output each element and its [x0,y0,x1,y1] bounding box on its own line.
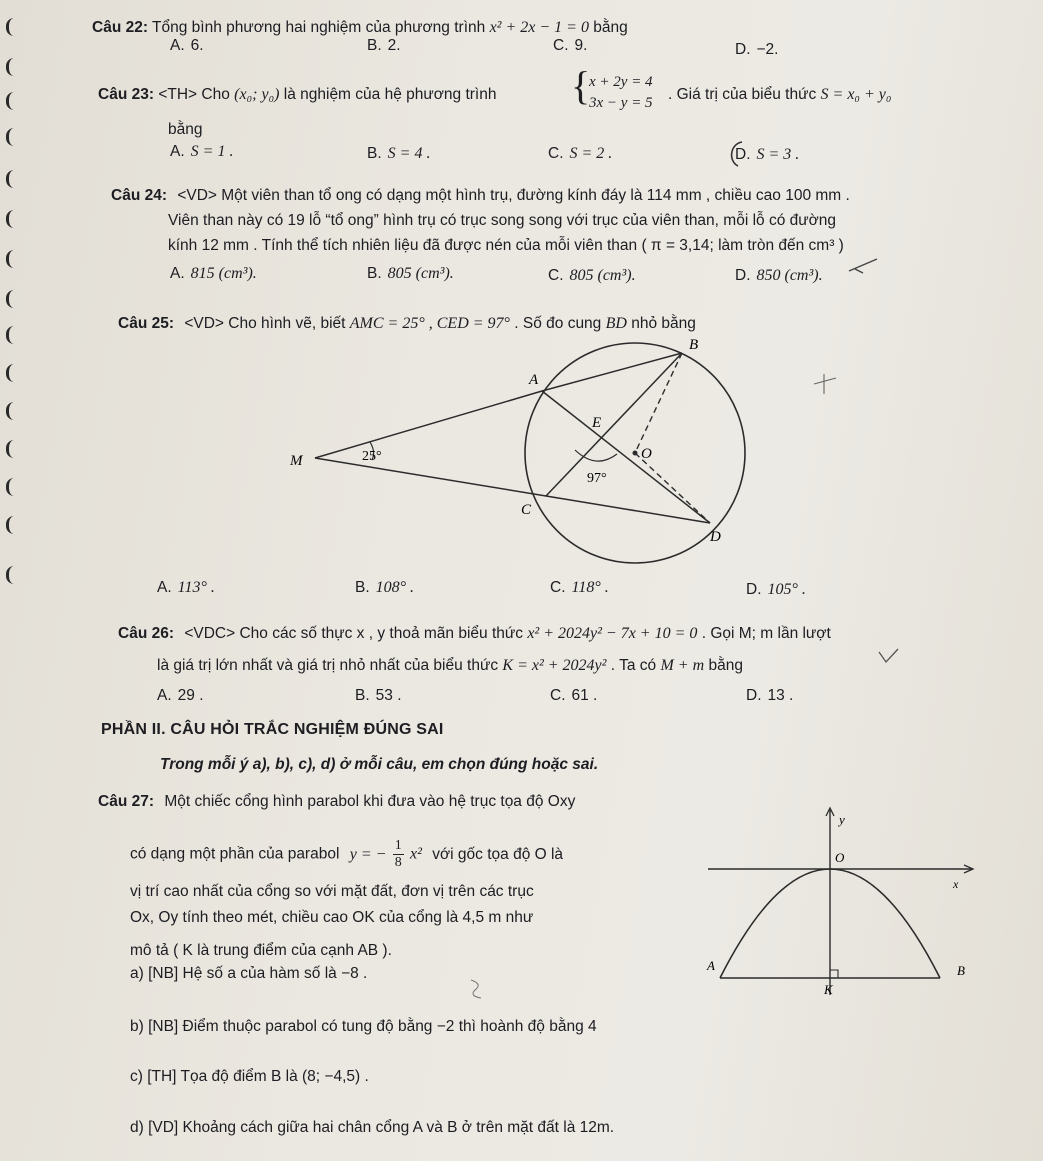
q23-option-d[interactable]: D. S = 3 . [735,146,800,163]
q26-sum: M + m [660,657,705,674]
q26-answer-mark [876,646,902,668]
spiral-binding [0,0,26,1161]
q23-option-a[interactable]: A. S = 1 . [170,143,234,160]
q26-line2-b: . Ta có [610,657,657,674]
q27-line4: Ox, Oy tính theo mét, chiều cao OK của cổng là 4,5 m như [130,909,534,926]
q24-level: <VD> [177,187,217,204]
q25-given: AMC = 25° , CED = 97° [349,315,510,332]
angle-m-value: 25° [362,449,382,464]
q25-option-b[interactable]: B. 108° . [355,579,415,596]
q26-line2-a: là giá trị lớn nhất và giá trị nhỏ nhất của biểu thức [157,657,499,674]
center-o-dot [633,451,638,456]
q27-fraction [393,838,404,871]
q25-text-a: Cho hình vẽ, biết [228,315,346,332]
label-d: D [710,529,721,545]
q24-option-d[interactable]: D. 850 (cm³). [735,267,823,284]
q27-line2-a: có dạng một phần của parabol [130,845,340,863]
q26-option-c[interactable]: C. 61 . [550,687,598,704]
q23-line [98,85,496,105]
q23-text-b: là nghiệm của hệ phương trình [283,86,497,103]
q24-option-b[interactable]: B. 805 (cm³). [367,265,454,282]
q22-text: Tổng bình phương hai nghiệm của phương trình [152,19,486,36]
q25-tail: nhỏ bằng [631,315,696,332]
q26-line1 [118,624,831,644]
q26-level: <VDC> [184,625,236,642]
q24-answer-mark [845,255,881,277]
q27-statement-b[interactable]: b) [NB] Điểm thuộc parabol có tung độ bằng −2 thì hoành độ bằng 4 [130,1018,597,1035]
q23-text-a: Cho [201,86,230,103]
q27-statement-c[interactable]: c) [TH] Tọa độ điểm B là (8; −4,5) . [130,1068,369,1085]
label-k: K [824,982,833,997]
q26-line2 [157,656,743,676]
label-x: x [953,877,959,891]
label-o: O [641,446,652,462]
q27-text-1: Một chiếc cổng hình parabol khi đưa vào hệ trục tọa độ Oxy [164,793,576,810]
q26-condition: x² + 2024y² − 7x + 10 = 0 [527,625,698,642]
q26-tail: bằng [708,657,743,674]
q24-option-c[interactable]: C. 805 (cm³). [548,267,636,284]
q24-option-a[interactable]: A. 815 (cm³). [170,265,257,282]
q25-level: <VD> [184,315,224,332]
q23-level: <TH> [158,86,198,103]
q24-text-1: Một viên than tổ ong có dạng một hình trụ, đường kính đáy là 114 mm , chiều cao 100 mm . [221,187,850,204]
q22-option-a[interactable]: A. 6. [170,37,204,54]
right-angle-k [830,970,838,978]
q25-geometry-figure [270,330,790,570]
label-a: A [529,372,539,388]
q22-label: Câu 22: [92,19,148,36]
q23-eq1: x + 2y = 4 [589,74,653,90]
q27-fn-lhs: y = − [349,845,387,863]
q27-line3: vị trí cao nhất của cổng so với mặt đất, đơn vị trên các trục [130,883,534,900]
chord-bc [546,353,682,496]
q22-option-b[interactable]: B. 2. [367,37,401,54]
q23-label: Câu 23: [98,86,154,103]
label-b: B [689,337,699,353]
q22-line [92,18,628,38]
label-y: y [839,812,845,827]
q27-line1 [98,792,575,812]
q25-option-d[interactable]: D. 105° . [746,581,806,598]
q25-scribble-mark [810,370,840,400]
q27-frac-num: 1 [394,838,402,853]
q27-line5: mô tả ( K là trung điểm của cạnh AB ). [130,942,392,959]
label-e: E [592,415,602,431]
q23-option-c[interactable]: C. S = 2 . [548,145,613,162]
q26-expr: K = x² + 2024y² [502,657,607,674]
q23-expr: S = x₀ + y₀ [820,86,892,103]
q26-text-b: . Gọi M; m lần lượt [701,625,831,642]
q23-text-c: . Giá trị của biểu thức [668,86,817,103]
secant-ma [315,391,542,458]
q25-option-c[interactable]: C. 118° . [550,579,609,596]
q22-tail: bằng [593,19,628,36]
label-a: A [707,958,715,973]
q27-parabola-figure [700,800,980,1005]
q23-answer-mark [724,139,750,169]
q24-label: Câu 24: [111,187,167,204]
q24-line2: Viên than này có 19 lỗ “tổ ong” hình trụ có trục song song với trục của viên than, mỗi lỗ có đường [168,212,837,229]
label-c: C [521,502,532,518]
q27-fn-rhs: x² [410,845,422,863]
label-m: M [290,453,303,469]
q25-label: Câu 25: [118,315,174,332]
q25-option-a[interactable]: A. 113° . [157,579,215,596]
q27-label: Câu 27: [98,793,154,810]
q24-line3: kính 12 mm . Tính thể tích nhiên liệu đã được nén của mỗi viên than ( π = 3,14; làm tròn đến cm³ ) [168,237,844,254]
q23-system-brace: { [571,63,591,108]
q26-option-a[interactable]: A. 29 . [157,687,204,704]
q27-line2 [130,838,563,871]
q26-option-d[interactable]: D. 13 . [746,687,794,704]
part2-instruction: Trong mỗi ý a), b), c), d) ở mỗi câu, em chọn đúng hoặc sai. [160,756,599,773]
q23-eq2: 3x − y = 5 [589,95,653,111]
q27-frac-den: 8 [394,855,402,870]
q27-scribble-mark [465,976,489,1000]
q22-option-d[interactable]: D. −2. [735,41,779,58]
q26-text-a: Cho các số thực x , y thoả mãn biểu thức [239,625,523,642]
q26-option-b[interactable]: B. 53 . [355,687,402,704]
label-o: O [835,850,845,865]
angle-e-value: 97° [587,471,607,486]
q23-pair: (x₀; y₀) [234,86,280,103]
q27-statement-d[interactable]: d) [VD] Khoảng cách giữa hai chân cổng A và B ở trên mặt đất là 12m. [130,1119,615,1136]
q23-option-b[interactable]: B. S = 4 . [367,145,431,162]
q25-arc: BD [605,315,627,332]
q27-statement-a[interactable]: a) [NB] Hệ số a của hàm số là −8 . [130,965,368,982]
q24-line1 [111,186,850,206]
q27-line2-b: với gốc tọa độ O là [432,845,564,863]
label-b: B [957,963,965,978]
chord-ab [542,353,682,391]
q23-tail: bằng [168,121,203,138]
q22-option-c[interactable]: C. 9. [553,37,588,54]
part2-heading: PHẦN II. CÂU HỎI TRẮC NGHIỆM ĐÚNG SAI [101,721,444,738]
q23-line-end [668,85,891,105]
chord-cd [546,496,710,523]
radius-ob [635,353,682,453]
q22-equation: x² + 2x − 1 = 0 [489,19,589,36]
secant-mc [315,458,546,496]
q25-text-b: . Số đo cung [514,315,602,332]
q26-label: Câu 26: [118,625,174,642]
